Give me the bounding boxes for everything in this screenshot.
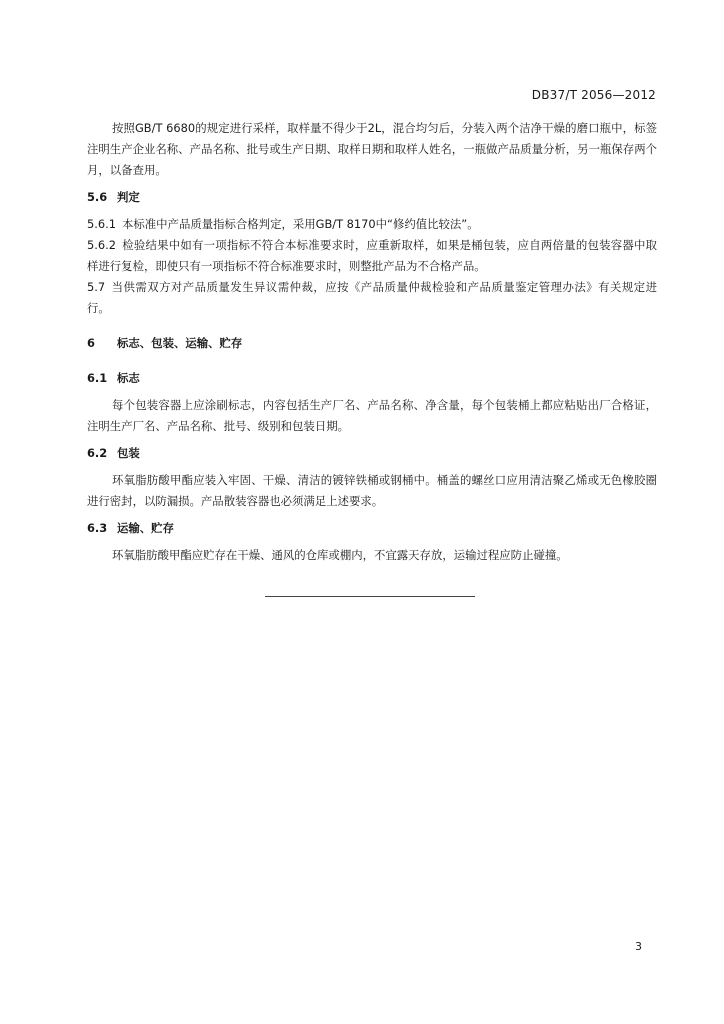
clause-number: 5.6.2: [87, 238, 116, 252]
clause-text: 检验结果中如有一项指标不符合本标准要求时，应重新取样，如果是桶包装，应自两倍量的包装容器中取样进行复检，即使只有一项指标不符合标准要求时，则整批产品为不合格产品。: [87, 238, 657, 273]
clause-5-6-2: [87, 235, 657, 277]
end-of-document-rule: [265, 596, 475, 597]
section-6-3-heading: [87, 518, 657, 539]
section-6-1-heading: [87, 368, 657, 389]
storage-paragraph: 环氧脂肪酸甲酯应贮存在干燥、通风的仓库或棚内，不宜露天存放，运输过程应防止碰撞。: [112, 548, 568, 562]
section-6-3-title: 运输、贮存: [117, 521, 174, 535]
section-5-6-title: 判定: [117, 190, 140, 204]
section-6-heading: [87, 333, 657, 354]
document-body: [87, 118, 657, 566]
marking-paragraph: 每个包装容器上应涂刷标志，内容包括生产厂名、产品名称、净含量，每个包装桶上都应粘贴出厂合格证，注明生产厂名、产品名称、批号、级别和包装日期。: [87, 398, 657, 433]
clause-5-6-1: [87, 214, 657, 235]
page-number: 3: [635, 940, 642, 953]
section-6-3-number: 6.3: [87, 521, 108, 535]
clause-text: 本标准中产品质量指标合格判定，采用GB/T 8170中“修约值比较法”。: [121, 217, 479, 231]
section-6-1-title: 标志: [117, 371, 140, 385]
section-6-title: 标志、包装、运输、贮存: [117, 336, 243, 350]
packaging-paragraph: 环氧脂肪酸甲酯应装入牢固、干燥、清洁的镀锌铁桶或钢桶中。桶盖的螺丝口应用清洁聚乙烯或无色橡胶圈进行密封，以防漏损。产品散装容器也必须满足上述要求。: [87, 473, 657, 508]
clause-number: 5.6.1: [87, 217, 116, 231]
section-6-2-title: 包装: [117, 446, 140, 460]
section-6-number: 6: [87, 336, 95, 350]
section-6-2-heading: [87, 443, 657, 464]
clause-text: 当供需双方对产品质量发生异议需仲裁，应按《产品质量仲裁检验和产品质量鉴定管理办法》有关规定进行。: [87, 280, 657, 315]
section-6-1-number: 6.1: [87, 371, 108, 385]
clause-5-7: [87, 277, 657, 319]
section-6-2-number: 6.2: [87, 446, 108, 460]
section-5-6-number: 5.6: [87, 190, 108, 204]
document-code: DB37/T 2056—2012: [531, 88, 656, 102]
section-5-6-heading: [87, 187, 657, 208]
clause-number: 5.7: [87, 280, 106, 294]
sampling-paragraph: 按照GB/T 6680的规定进行采样，取样量不得少于2L，混合均匀后，分装入两个洁净干燥的磨口瓶中，标签注明生产企业名称、产品名称、批号或生产日期、取样日期和取样人姓名，一瓶做产品质量分析，另一瓶保存两个月，以备查用。: [87, 121, 657, 177]
